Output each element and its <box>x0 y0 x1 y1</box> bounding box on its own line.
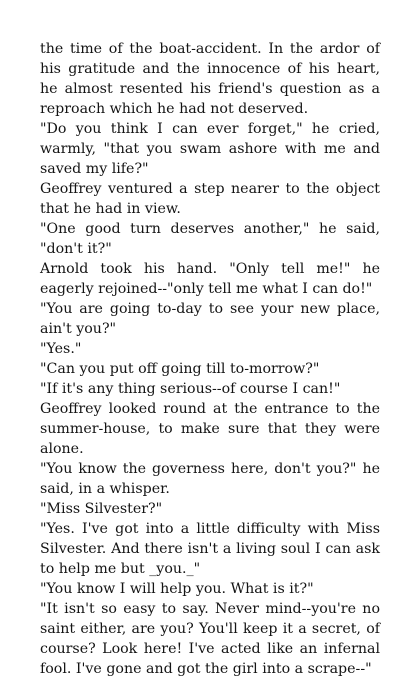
paragraph: "If it's any thing serious--of course I can!" <box>40 381 341 397</box>
paragraph: "Yes. I've got into a little difficulty with Miss Silvester. And there isn't a living soul I can ask to help me but _you._" <box>40 521 380 577</box>
paragraph: "You know the governess here, don't you?" he said, in a whisper. <box>40 461 380 497</box>
paragraph: "Do you think I can ever forget," he cried, warmly, "that you swam ashore with me and saved my life?" <box>40 121 380 177</box>
paragraph: "Can you put off going till to-morrow?" <box>40 361 320 377</box>
paragraph: the time of the boat-accident. In the ardor of his gratitude and the innocence of his heart, he almost resented his friend's question as a reproach which he had not deserved. <box>40 41 380 117</box>
paragraph: "Miss Silvester?" <box>40 501 163 517</box>
paragraph: Geoffrey looked round at the entrance to the summer-house, to make sure that they were alone. <box>40 401 380 457</box>
paragraph: Arnold took his hand. "Only tell me!" he eagerly rejoined--"only tell me what I can do!" <box>40 261 380 297</box>
paragraph: Geoffrey ventured a step nearer to the object that he had in view. <box>40 181 380 217</box>
paragraph: "Yes." <box>40 341 82 357</box>
paragraph: "It isn't so easy to say. Never mind--you're no saint either, are you? You'll keep it a secret, of course? Look here! I've acted like an infernal fool. I've gone and got the girl into a scrape--" <box>40 601 380 677</box>
paragraph: "One good turn deserves another," he said, "don't it?" <box>40 221 380 257</box>
paragraph: "You know I will help you. What is it?" <box>40 581 314 597</box>
paragraph: "You are going to-day to see your new place, ain't you?" <box>40 301 380 337</box>
